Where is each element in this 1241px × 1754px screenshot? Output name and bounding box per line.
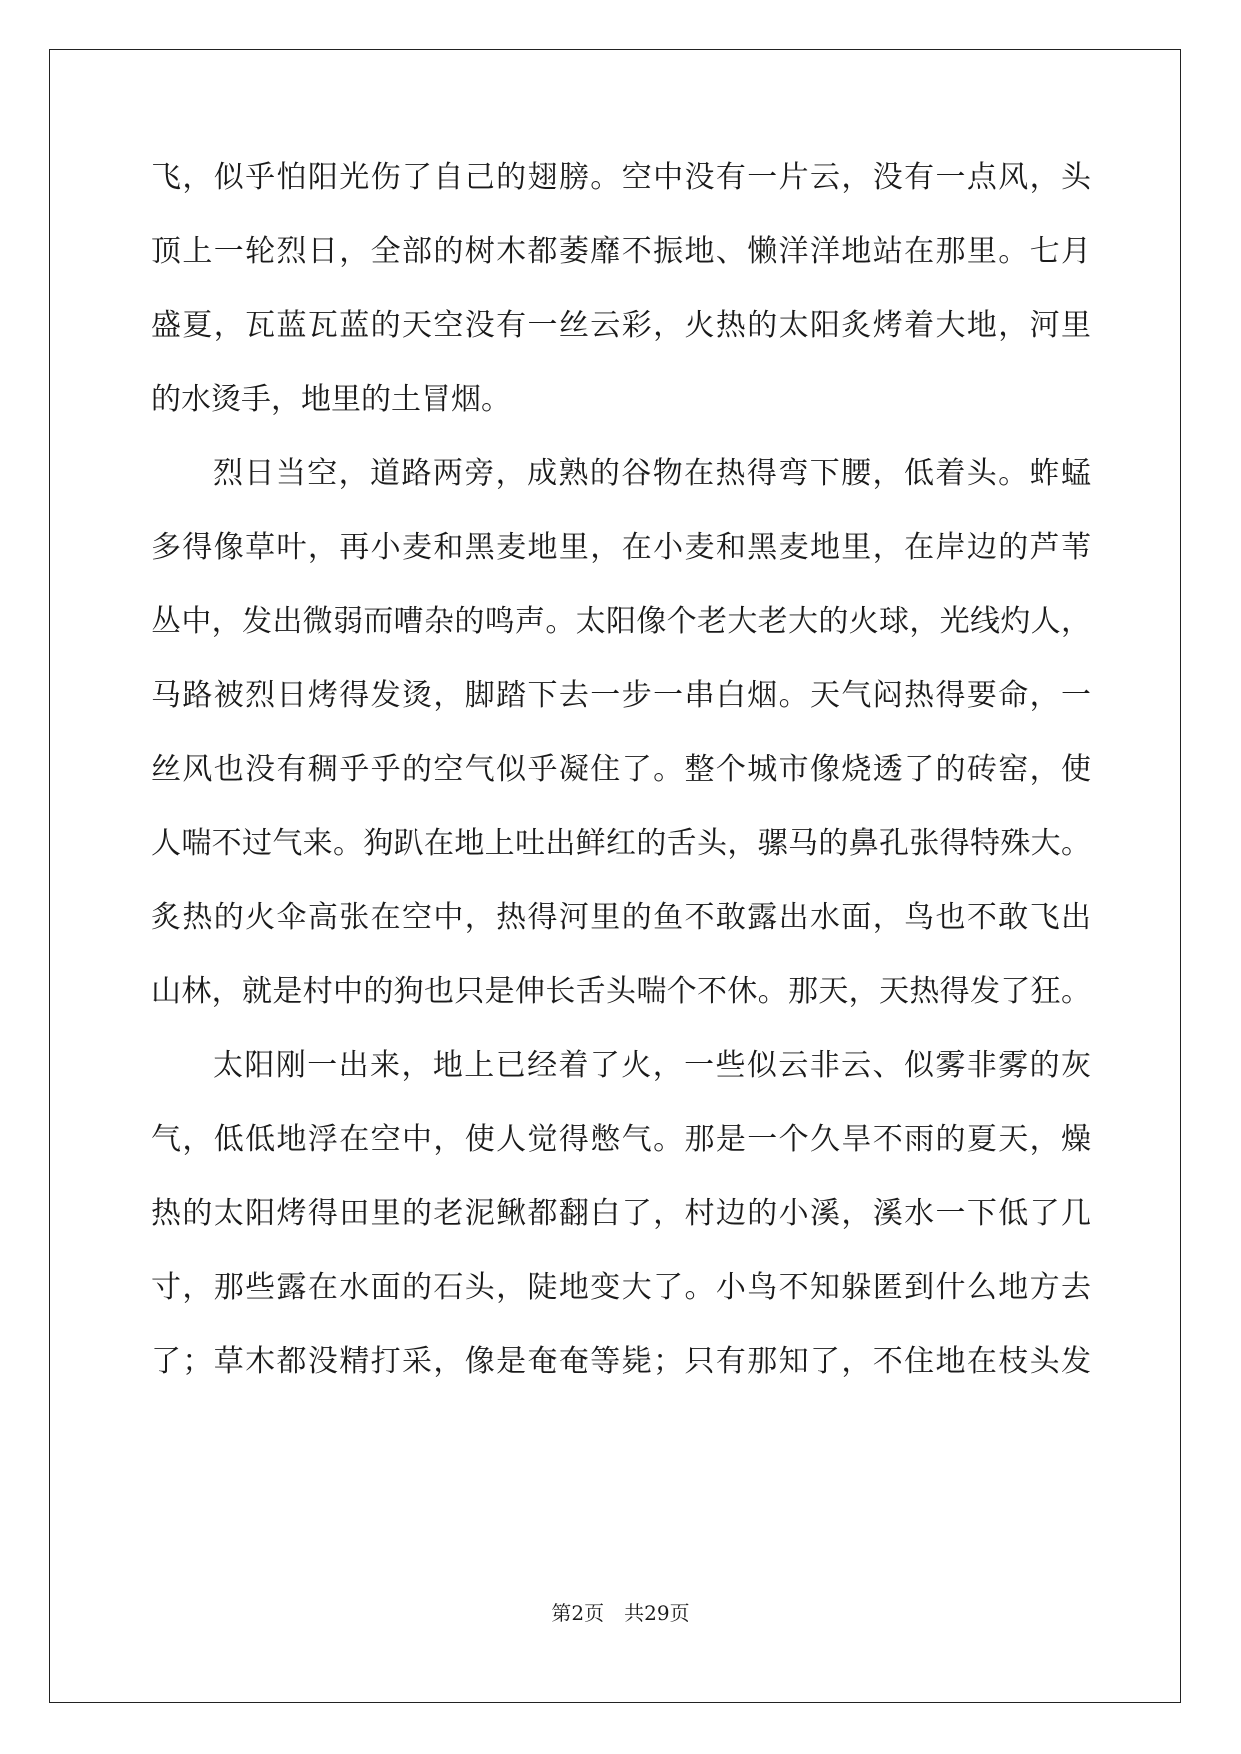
text-line: 人喘不过气来。狗趴在地上吐出鲜红的舌头，骡马的鼻孔张得特殊大。: [151, 826, 1091, 861]
text-line: 太阳刚一出来，地上已经着了火，一些似云非云、似雾非雾的灰: [213, 1048, 1091, 1083]
text-line: 丛中，发出微弱而嘈杂的鸣声。太阳像个老大老大的火球，光线灼人，: [151, 604, 1091, 639]
text-line: 多得像草叶，再小麦和黑麦地里，在小麦和黑麦地里，在岸边的芦苇: [151, 530, 1091, 565]
text-line: 热的太阳烤得田里的老泥鳅都翻白了，村边的小溪，溪水一下低了几: [151, 1196, 1091, 1231]
text-line: 了；草木都没精打采，像是奄奄等毙；只有那知了，不住地在枝头发: [151, 1344, 1091, 1379]
text-line: 丝风也没有稠乎乎的空气似乎凝住了。整个城市像烧透了的砖窑，使: [151, 752, 1091, 787]
text-line: 炙热的火伞高张在空中，热得河里的鱼不敢露出水面，鸟也不敢飞出: [151, 900, 1091, 935]
page-border: [49, 49, 1181, 1703]
text-line: 的水烫手，地里的土冒烟。: [151, 382, 511, 417]
text-line: 山林，就是村中的狗也只是伸长舌头喘个不休。那天，天热得发了狂。: [151, 974, 1091, 1009]
text-line: 寸，那些露在水面的石头，陡地变大了。小鸟不知躲匿到什么地方去: [151, 1270, 1091, 1305]
text-line: 飞，似乎怕阳光伤了自己的翅膀。空中没有一片云，没有一点风，头: [151, 160, 1091, 195]
text-line: 气，低低地浮在空中，使人觉得憋气。那是一个久旱不雨的夏天，燥: [151, 1122, 1091, 1157]
text-line: 烈日当空，道路两旁，成熟的谷物在热得弯下腰，低着头。蚱蜢: [213, 456, 1091, 491]
text-line: 顶上一轮烈日，全部的树木都萎靡不振地、懒洋洋地站在那里。七月: [151, 234, 1091, 269]
text-line: 马路被烈日烤得发烫，脚踏下去一步一串白烟。天气闷热得要命，一: [151, 678, 1091, 713]
page-number-footer: 第2页 共29页: [551, 1601, 690, 1625]
text-line: 盛夏，瓦蓝瓦蓝的天空没有一丝云彩，火热的太阳炙烤着大地，河里: [151, 308, 1091, 343]
